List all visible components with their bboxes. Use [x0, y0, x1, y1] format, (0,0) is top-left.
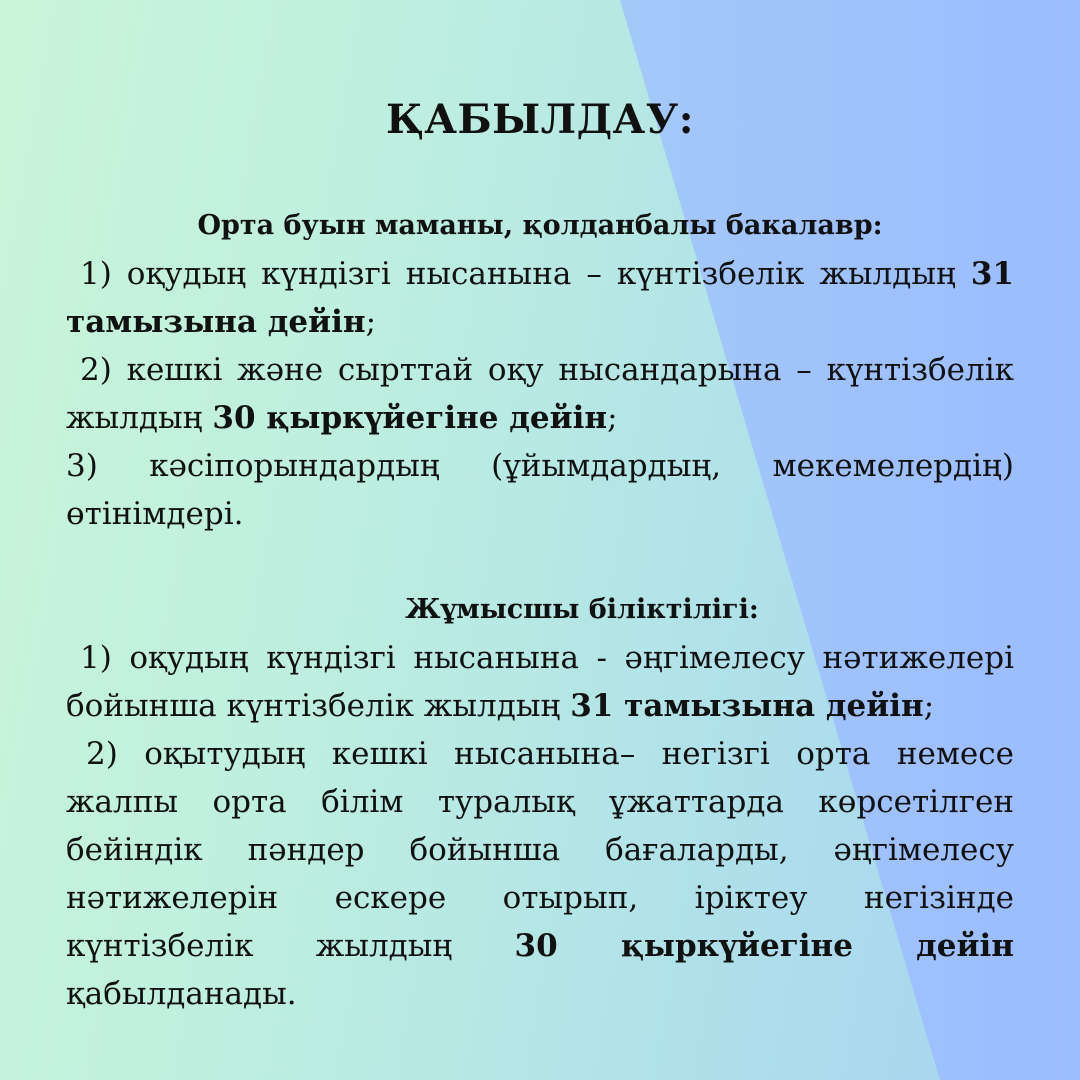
item-end: ; — [923, 688, 935, 724]
list-item — [66, 634, 1014, 730]
list-item — [66, 442, 1014, 538]
item-text: 3) кәсіпорындардың (ұйымдардың, мекемелердің) өтінімдері. — [66, 448, 1014, 532]
list-item — [66, 250, 1014, 346]
item-deadline: 31 тамызына дейін — [66, 256, 1014, 340]
item-end: қабылданады. — [66, 976, 297, 1012]
item-deadline: 30 қыркүйегіне дейін — [212, 400, 608, 436]
section-spacer — [66, 538, 1014, 586]
admission-info — [66, 92, 1014, 1018]
page-title: ҚАБЫЛДАУ: — [386, 96, 694, 143]
item-text: 2) оқытудың кешкі нысанына– негізгі орта немесе жалпы орта білім туралық ұжаттарда көрсетілген бейіндік пәндер бойынша бағаларды, әңгімелесу нәтижелерін ескере отырып, іріктеу негізінде күнтізбелік жылдың — [66, 736, 1014, 964]
item-deadline: 30 қыркүйегіне дейін — [514, 928, 1014, 964]
section-mid-level-specialist — [66, 202, 1014, 538]
item-end: ; — [607, 400, 618, 436]
item-text: 1) оқудың күндізгі нысанына - әңгімелесу нәтижелері бойынша күнтізбелік жылдың — [66, 640, 1014, 724]
list-item — [66, 730, 1014, 1018]
section-heading: Жұмысшы біліктілігі: — [405, 594, 759, 625]
item-deadline: 31 тамызына дейін — [570, 688, 924, 724]
item-end: ; — [365, 304, 377, 340]
item-text: 1) оқудың күндізгі нысанына – күнтізбелік жылдың — [80, 256, 971, 292]
item-text: 2) кешкі және сырттай оқу нысандарына – күнтізбелік жылдың — [66, 352, 1014, 436]
section-heading: Орта буын маманы, қолданбалы бакалавр: — [197, 210, 883, 241]
section-worker-qualification — [66, 586, 1014, 1018]
list-item — [66, 346, 1014, 442]
